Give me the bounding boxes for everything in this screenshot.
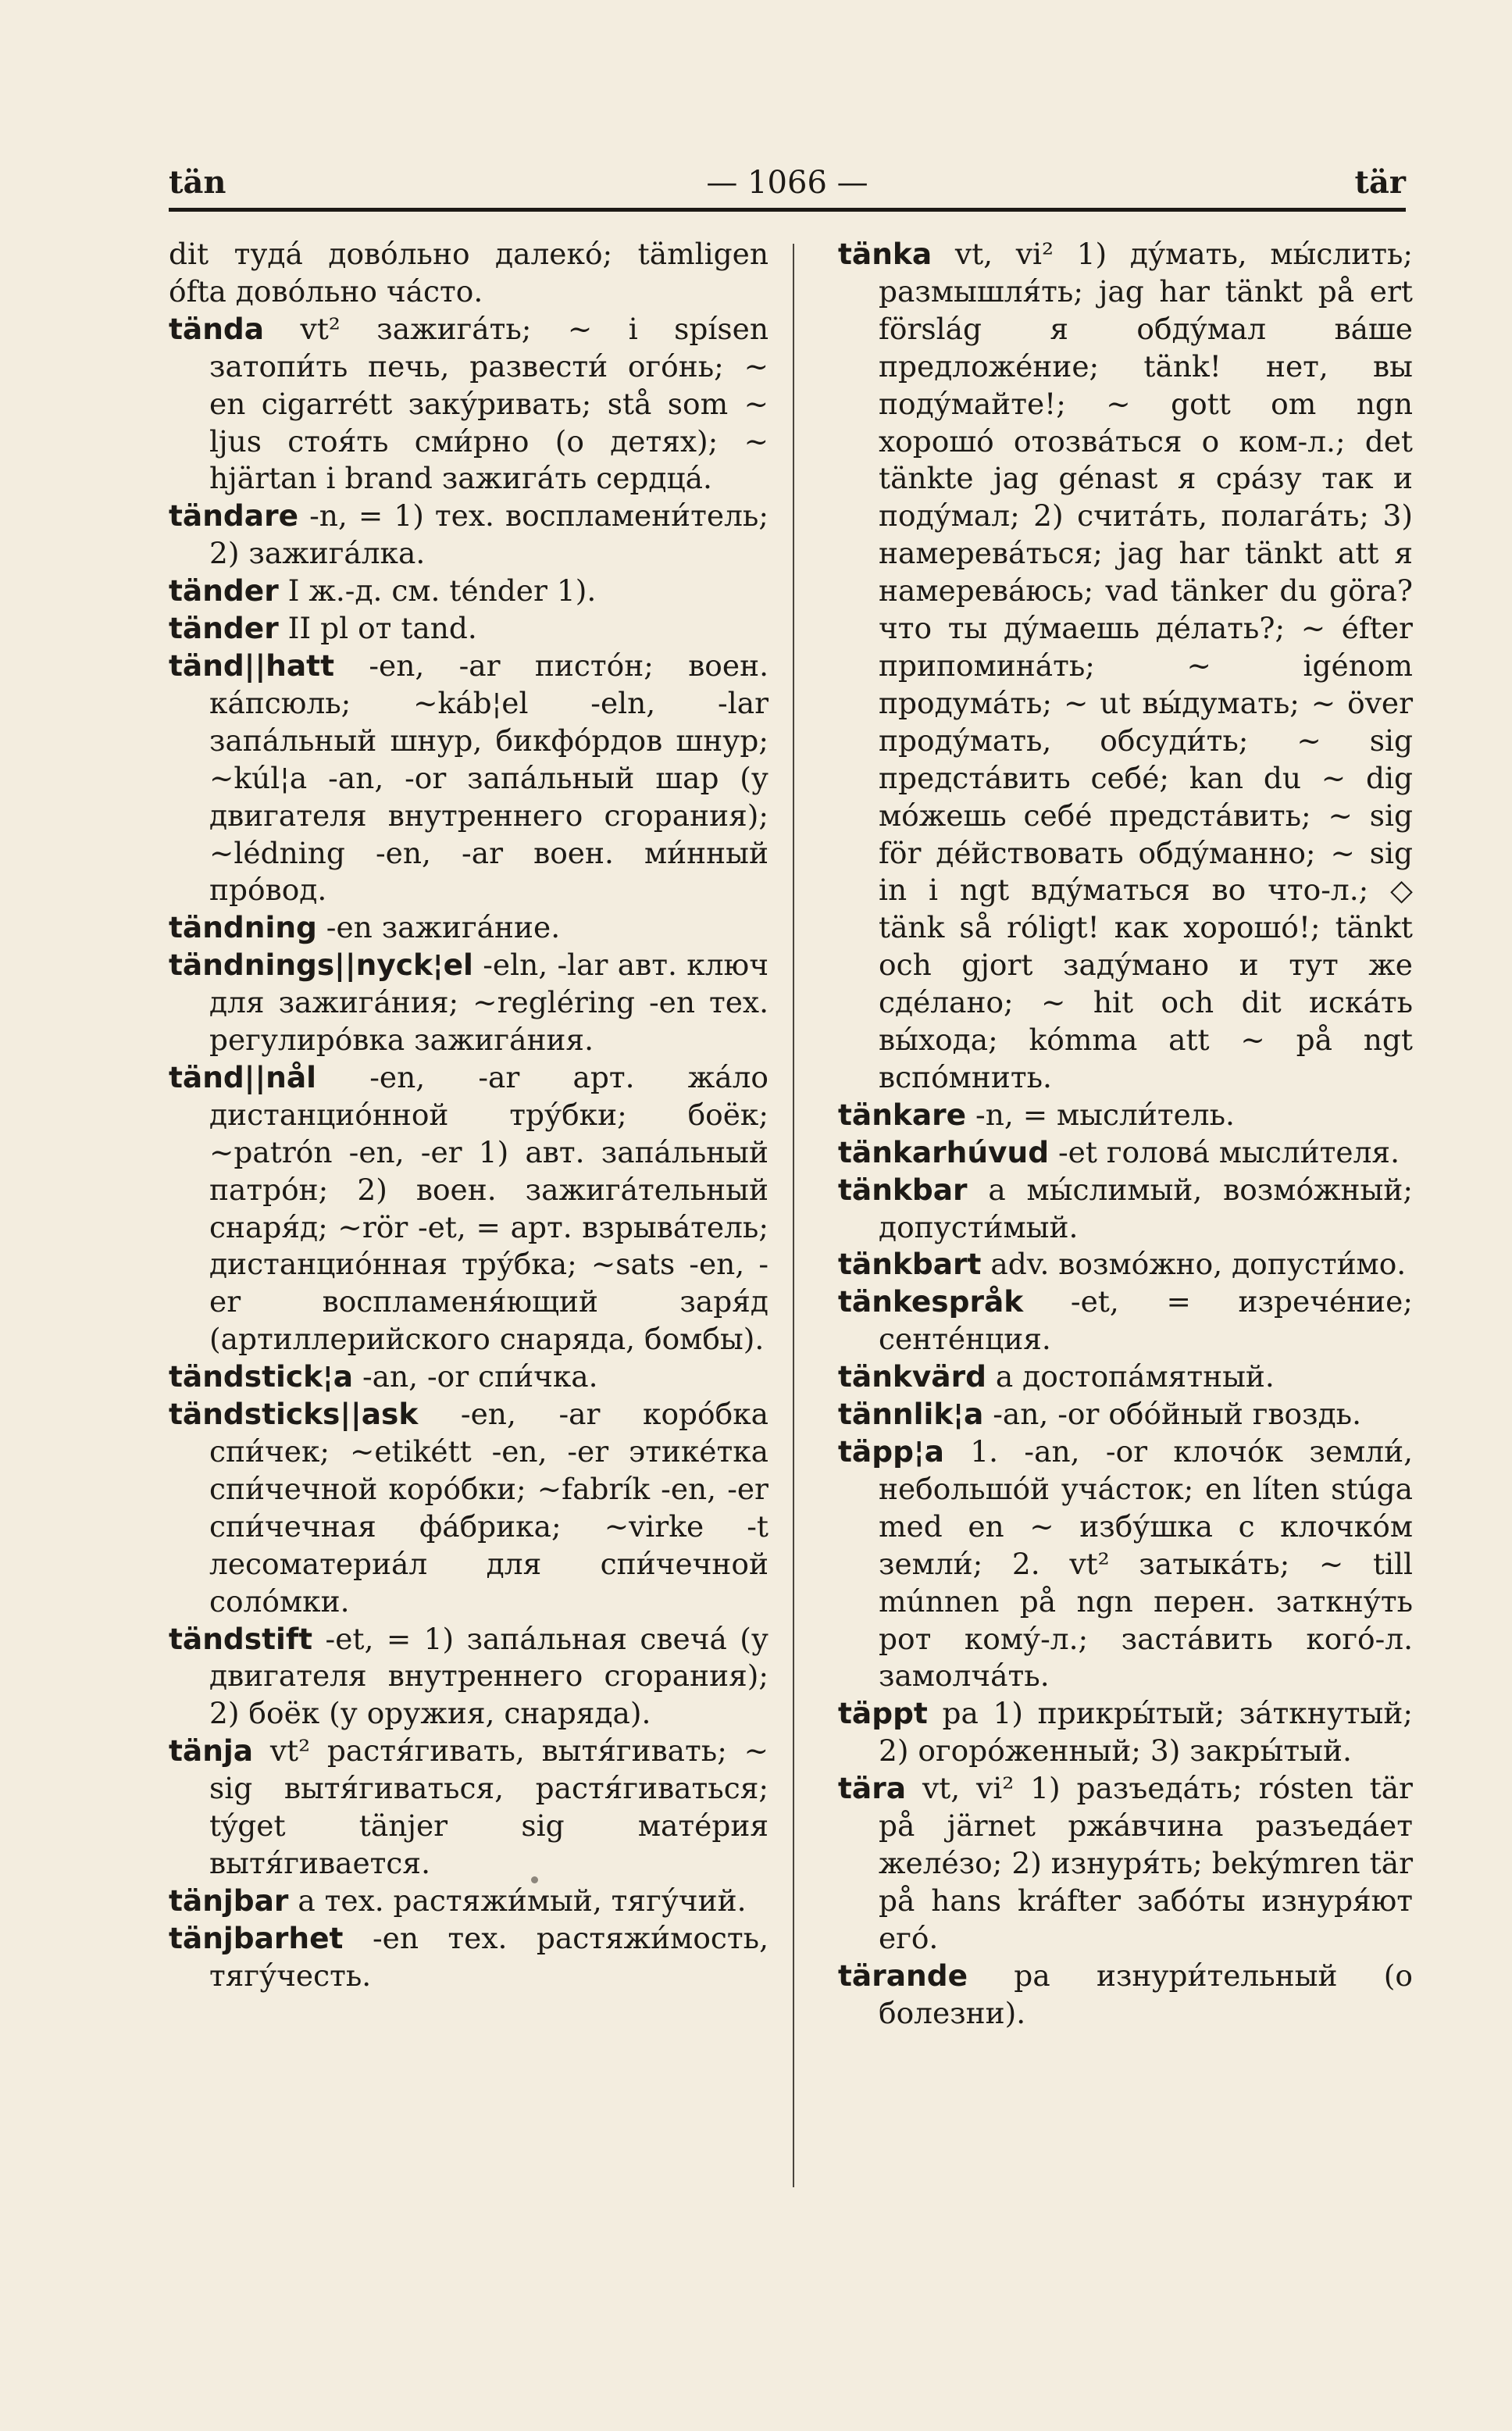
dictionary-entry [169, 1621, 768, 1733]
entry-definition: vt² растя́гивать, вытя́гивать; ~ sig вытя́гиваться, растя́гиваться; týget tänjer sig мате́рия вытя́гивается. [209, 1733, 768, 1880]
page-header [169, 159, 1406, 206]
entry-definition: -an, -or обо́йный гвоздь. [983, 1397, 1362, 1432]
entry-headword: tänka [838, 237, 933, 271]
entry-definition: pa изнури́тельный (о болезни). [879, 1958, 1413, 2030]
entry-headword: täpp¦a [838, 1434, 944, 1469]
dictionary-entry [838, 1358, 1413, 1396]
entry-definition: -n, = 1) тех. воспламени́тель; 2) зажига́лка. [209, 498, 768, 571]
entry-headword: tänkespråk [838, 1284, 1024, 1319]
entry-definition: а мы́слимый, возмо́жный; допусти́мый. [879, 1172, 1413, 1244]
dictionary-entry [838, 1134, 1413, 1172]
dictionary-entry [169, 498, 768, 573]
dictionary-entry [838, 1958, 1413, 2033]
entry-definition: vt² зажига́ть; ~ i spísen затопи́ть печь, развести́ ого́нь; ~ en cigarrétt заку́ривать; stå som ~ ljus стоя́ть сми́рно (о детях); ~ hjärtan i brand зажига́ть сердца́. [209, 311, 768, 496]
dictionary-entry [838, 1770, 1413, 1958]
entry-headword: tänder [169, 611, 279, 646]
entry-definition: dit туда́ дово́льно далеко́; tämligen о́fta дово́льно ча́сто. [169, 237, 768, 309]
column-divider [793, 244, 794, 2187]
dictionary-entry [169, 648, 768, 909]
dictionary-entry [838, 1097, 1413, 1134]
dictionary-entry [169, 1920, 768, 1995]
ink-speck [531, 1876, 538, 1883]
entry-headword: tänder [169, 573, 279, 609]
entry-definition: -et, = 1) запа́льная свеча́ (у двигателя внутреннего сгорания); 2) боёк (у оружия, снаряда). [209, 1621, 768, 1731]
dictionary-entry [169, 909, 768, 947]
dictionary-entry [169, 311, 768, 498]
entry-headword: tändning [169, 910, 317, 945]
entry-headword: täppt [838, 1696, 928, 1731]
dictionary-entry [838, 1396, 1413, 1433]
entry-definition: II pl от tand. [278, 611, 477, 646]
entry-headword: tändnings||nyck¦el [169, 948, 473, 983]
page-number: — 1066 — [706, 165, 868, 201]
entry-definition: -et, = изрече́ние; сенте́нция. [879, 1284, 1413, 1357]
entry-definition: -eln, -lar авт. ключ для зажига́ния; ~regléring -en тех. регулиро́вка зажига́ния. [209, 948, 768, 1058]
entry-definition: -et голова́ мысли́теля. [1049, 1134, 1400, 1169]
entry-headword: tändstift [169, 1621, 313, 1656]
header-rule [169, 208, 1406, 212]
entry-definition: -en, -ar коро́бка спи́чек; ~etikétt -en, -er этике́тка спи́чечной коро́бки; ~fabrík -en, -er спи́чечная фа́брика; ~virke -t лесоматериа́л для спи́чечной соло́мки. [209, 1397, 768, 1619]
dictionary-entry [838, 1172, 1413, 1247]
dictionary-entry [169, 1358, 768, 1396]
entry-headword: tänd||nål [169, 1059, 317, 1094]
dictionary-entry [838, 236, 1413, 1097]
dictionary-entry [169, 610, 768, 648]
dictionary-entry [838, 1433, 1413, 1695]
dictionary-entry [169, 573, 768, 610]
dictionary-entry [169, 947, 768, 1059]
entry-definition: -en зажига́ние. [316, 910, 561, 945]
dictionary-entry [838, 1246, 1413, 1283]
entry-definition: 1. -an, -or клочо́к земли́, небольшо́й уча́сток; en líten stúga med en ~ избу́шка с клочко́м земли́; 2. vt² затыка́ть; ~ till múnnen på ngn перен. заткну́ть рот кому́-л.; заста́вить кого́-л. замолча́ть. [879, 1434, 1413, 1694]
entry-headword: tärande [838, 1958, 968, 1993]
header-left-guide-word: tän [169, 164, 226, 201]
entry-definition: -n, = мысли́тель. [966, 1097, 1235, 1132]
entry-definition: а достопа́мятный. [986, 1359, 1275, 1394]
entry-headword: tändare [169, 498, 299, 534]
entry-headword: tänjbar [169, 1883, 289, 1918]
entry-definition: I ж.-д. см. ténder 1). [278, 573, 597, 609]
entry-headword: tänkbart [838, 1247, 982, 1282]
dictionary-entry [169, 1883, 768, 1920]
left-column [169, 236, 768, 1995]
entry-headword: tänkare [838, 1097, 967, 1132]
dictionary-entry [169, 1059, 768, 1358]
entry-definition: -en тех. растяжи́мость, тягу́честь. [209, 1920, 768, 1993]
entry-headword: tända [169, 311, 265, 346]
entry-headword: tänkarhúvud [838, 1134, 1050, 1169]
entry-headword: tänjbarhet [169, 1920, 344, 1955]
entry-headword: tära [838, 1771, 907, 1806]
right-column [838, 236, 1413, 2033]
dictionary-entry [838, 1695, 1413, 1770]
entry-headword: tändsticks||ask [169, 1397, 419, 1432]
entry-headword: tänd||hatt [169, 648, 335, 683]
dictionary-entry [169, 1733, 768, 1883]
entry-definition: adv. возмо́жно, допусти́мо. [981, 1247, 1407, 1282]
entry-definition: -en, -ar пистóн; воен. ка́псюль; ~káb¦el -eln, -lar запа́льный шнур, бикфо́рдов шнур; ~kúl¦a -an, -or запа́льный шар (у двигателя внутреннего сгорания); ~lédning -en, -ar воен. ми́нный про́вод. [209, 648, 768, 908]
entry-headword: tänkbar [838, 1172, 968, 1207]
entry-definition: vt, vi² 1) ду́мать, мы́слить; размышля́ть; jag har tänkt på ert förslág я обду́мал ва́ше предложе́ние; tänk! нет, вы поду́майте!; ~ gott om ngn хорошо́ отозва́ться о ком-л.; det tänkte jag génast я сра́зу так и поду́мал; 2) счита́ть, полага́ть; 3) намерева́ться; jag har tänkt att я намерева́юсь; vad tänker du göra? что ты ду́маешь де́лать?; ~ éfter припомина́ть; ~ igénom продума́ть; ~ ut вы́думать; ~ över проду́мать, обсуди́ть; ~ sig предста́вить себе́; kan du ~ dig мо́жешь себе́ предста́вить; ~ sig för де́йствовать обду́манно; ~ sig in i ngt вду́маться во что-л.; ◇ tänk så róligt! как хорошо́!; tänkt och gjort заду́мано и тут же сде́лано; ~ hit och dit иска́ть вы́хода; kómma att ~ på ngt вспо́мнить. [879, 237, 1413, 1094]
entry-definition: vt, vi² 1) разъеда́ть; rósten tär på järnet ржа́вчина разъеда́ет желе́зо; 2) изнуря́ть; bekýmren tär på hans kráfter забо́ты изнуря́ют его́. [879, 1771, 1413, 1955]
entry-headword: tändstick¦a [169, 1359, 354, 1394]
entry-definition: а тех. растяжи́мый, тягу́чий. [288, 1883, 747, 1918]
dictionary-entry [838, 1283, 1413, 1358]
entry-definition: pa 1) прикры́тый; за́ткнутый; 2) огоро́женный; 3) закры́тый. [879, 1696, 1413, 1769]
entry-headword: tännlik¦a [838, 1397, 984, 1432]
dictionary-entry [169, 1396, 768, 1620]
header-right-guide-word: tär [1354, 164, 1406, 201]
dictionary-entry [169, 236, 768, 311]
entry-headword: tänja [169, 1733, 254, 1769]
entry-definition: -an, -or спи́чка. [353, 1359, 598, 1394]
entry-definition: -en, -ar арт. жа́ло дистанцио́нной тру́бки; боёк; ~patrón -en, -er 1) авт. запа́льный патро́н; 2) воен. зажига́тельный снаря́д; ~rör -et, = арт. взрыва́тель; дистанцио́нная тру́бка; ~sats -en, -er воспламеня́ющий заря́д (артиллерийского снаряда, бомбы). [209, 1059, 768, 1357]
entry-headword: tänkvärd [838, 1359, 986, 1394]
